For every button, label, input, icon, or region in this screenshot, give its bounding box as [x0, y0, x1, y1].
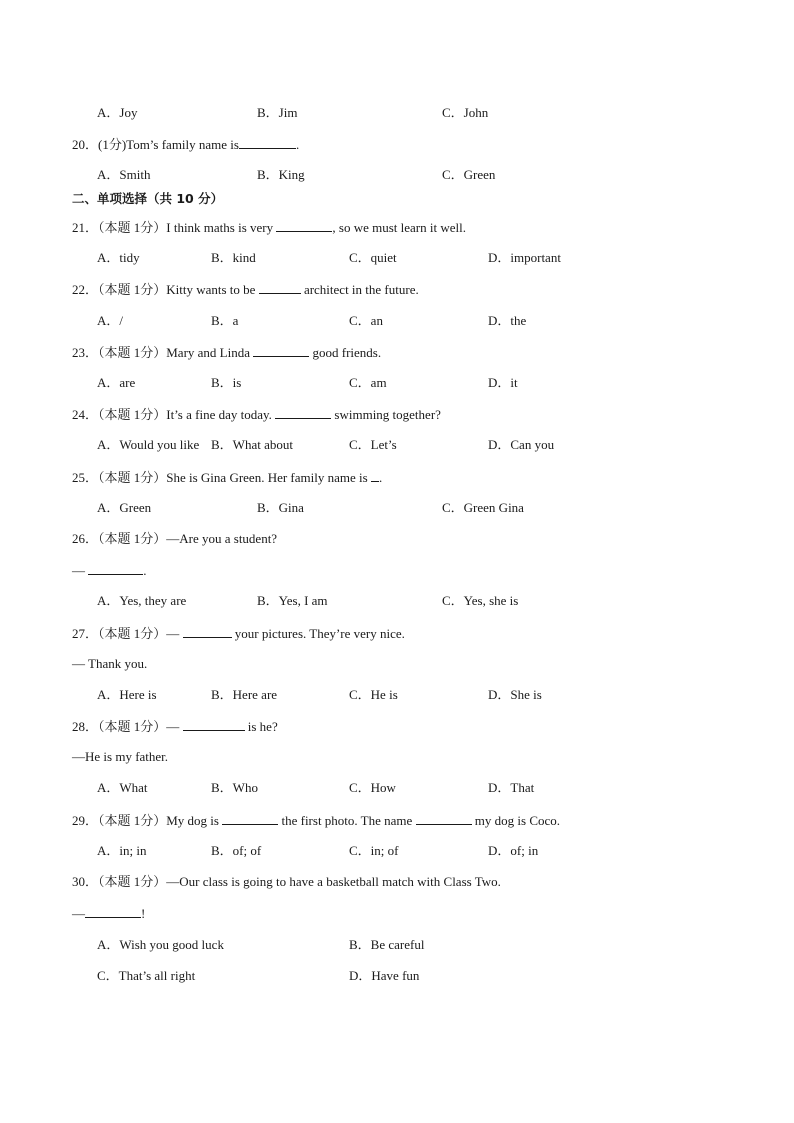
q19-option-a: A．Joy — [97, 105, 138, 120]
q28-option-c: C．How — [349, 780, 396, 795]
q29-blank-1 — [222, 812, 278, 825]
q22-option-b: B．a — [211, 313, 239, 328]
q20-option-c: C．Green — [442, 167, 496, 182]
q22-option-a: A．/ — [97, 313, 124, 328]
q21-blank — [276, 219, 332, 232]
q28-stem — [72, 718, 278, 735]
q29-stem — [72, 812, 560, 829]
q28-blank — [183, 718, 245, 731]
q20-option-a: A．Smith — [97, 167, 151, 182]
q20-option-b: B．King — [257, 167, 305, 182]
q25-option-b: B．Gina — [257, 500, 304, 515]
q24-stem-text: 24．（本题 1分）It’s a fine day today. — [72, 407, 272, 422]
q22-stem-end: architect in the future. — [303, 282, 419, 297]
q27-stem-text: 27．（本题 1分）— — [72, 626, 180, 641]
q24-option-c: C．Let’s — [349, 437, 397, 452]
section-title: 二、单项选择（共 10 分） — [72, 191, 224, 206]
q25-option-c: C．Green Gina — [442, 500, 524, 515]
q29-option-a: A．in; in — [97, 843, 147, 858]
q27-stem — [72, 625, 405, 642]
q30-end: ! — [141, 906, 146, 921]
q25-stem — [72, 469, 382, 486]
q28-option-d: D．That — [488, 780, 535, 795]
q30-stem: 30．（本题 1分）—Our class is going to have a basketball match with Class Two. — [72, 874, 501, 889]
q22-stem — [72, 281, 419, 298]
q26-option-c: C．Yes, she is — [442, 593, 519, 608]
q29-blank-2 — [416, 812, 472, 825]
q28-option-b: B．Who — [211, 780, 258, 795]
q20-stem-text: 20．(1分)Tom’s family name is — [72, 137, 239, 152]
q26-stem: 26．（本题 1分）—Are you a student? — [72, 531, 278, 546]
q23-option-c: C．am — [349, 375, 387, 390]
q24-option-b: B．What about — [211, 437, 293, 452]
q29-option-b: B．of; of — [211, 843, 262, 858]
q23-blank — [253, 344, 309, 357]
q29-option-d: D．of; in — [488, 843, 539, 858]
q23-stem-end: good friends. — [312, 345, 382, 360]
q27-dialog-line: — Thank you. — [72, 656, 148, 671]
q27-option-b: B．Here are — [211, 687, 278, 702]
q25-blank — [371, 469, 379, 482]
q21-stem — [72, 219, 466, 236]
q29-stem-text: 29．（本题 1分）My dog is — [72, 813, 219, 828]
q23-option-a: A．are — [97, 375, 136, 390]
q30-option-b: B．Be careful — [349, 937, 425, 952]
q24-option-a: A．Would you like — [97, 437, 200, 452]
q27-option-a: A．Here is — [97, 687, 157, 702]
q29-stem-mid: the first photo. The name — [281, 813, 413, 828]
q30-blank — [85, 905, 141, 918]
q20-stem-end: . — [295, 137, 300, 152]
q30-option-d: D．Have fun — [349, 968, 420, 983]
q28-option-a: A．What — [97, 780, 148, 795]
q23-option-d: D．it — [488, 375, 518, 390]
q27-stem-end: your pictures. They’re very nice. — [234, 626, 405, 641]
q22-option-d: D．the — [488, 313, 527, 328]
q28-stem-text: 28．（本题 1分）— — [72, 719, 180, 734]
q23-stem-text: 23．（本题 1分）Mary and Linda — [72, 345, 251, 360]
q29-stem-end: my dog is Coco. — [474, 813, 561, 828]
q23-stem — [72, 344, 381, 361]
q30-option-c: C．That’s all right — [97, 968, 196, 983]
q24-stem-end: swimming together? — [334, 407, 441, 422]
q20-blank — [239, 136, 296, 149]
q30-option-a: A．Wish you good luck — [97, 937, 224, 952]
q21-option-c: C．quiet — [349, 250, 397, 265]
q30-answer-line — [72, 905, 145, 922]
q22-stem-text: 22．（本题 1分）Kitty wants to be — [72, 282, 256, 297]
q26-blank — [88, 562, 143, 575]
q27-option-c: C．He is — [349, 687, 398, 702]
q26-option-b: B．Yes, I am — [257, 593, 328, 608]
q24-option-d: D．Can you — [488, 437, 555, 452]
q21-stem-text: 21．（本题 1分）I think maths is very — [72, 220, 274, 235]
q26-answer-line — [72, 562, 147, 579]
q24-stem — [72, 406, 441, 423]
q21-option-a: A．tidy — [97, 250, 140, 265]
q21-option-d: D．important — [488, 250, 561, 265]
q22-option-c: C．an — [349, 313, 383, 328]
q25-option-a: A．Green — [97, 500, 152, 515]
q19-option-b: B．Jim — [257, 105, 298, 120]
q25-stem-text: 25．（本题 1分）She is Gina Green. Her family name is — [72, 470, 368, 485]
q25-stem-end: . — [378, 470, 383, 485]
q26-option-a: A．Yes, they are — [97, 593, 187, 608]
q30-dash: — — [72, 906, 85, 921]
q29-option-c: C．in; of — [349, 843, 399, 858]
q19-option-c: C．John — [442, 105, 489, 120]
q26-end: . — [143, 563, 147, 578]
q21-stem-end: , so we must learn it well. — [332, 220, 466, 235]
q24-blank — [275, 406, 331, 419]
q27-option-d: D．She is — [488, 687, 542, 702]
q23-option-b: B．is — [211, 375, 242, 390]
q27-blank — [183, 625, 232, 638]
q20-stem — [72, 136, 299, 153]
q22-blank — [259, 281, 301, 294]
q26-dash: — — [72, 563, 85, 578]
q28-dialog-line: —He is my father. — [72, 749, 169, 764]
q28-stem-end: is he? — [247, 719, 278, 734]
q21-option-b: B．kind — [211, 250, 256, 265]
